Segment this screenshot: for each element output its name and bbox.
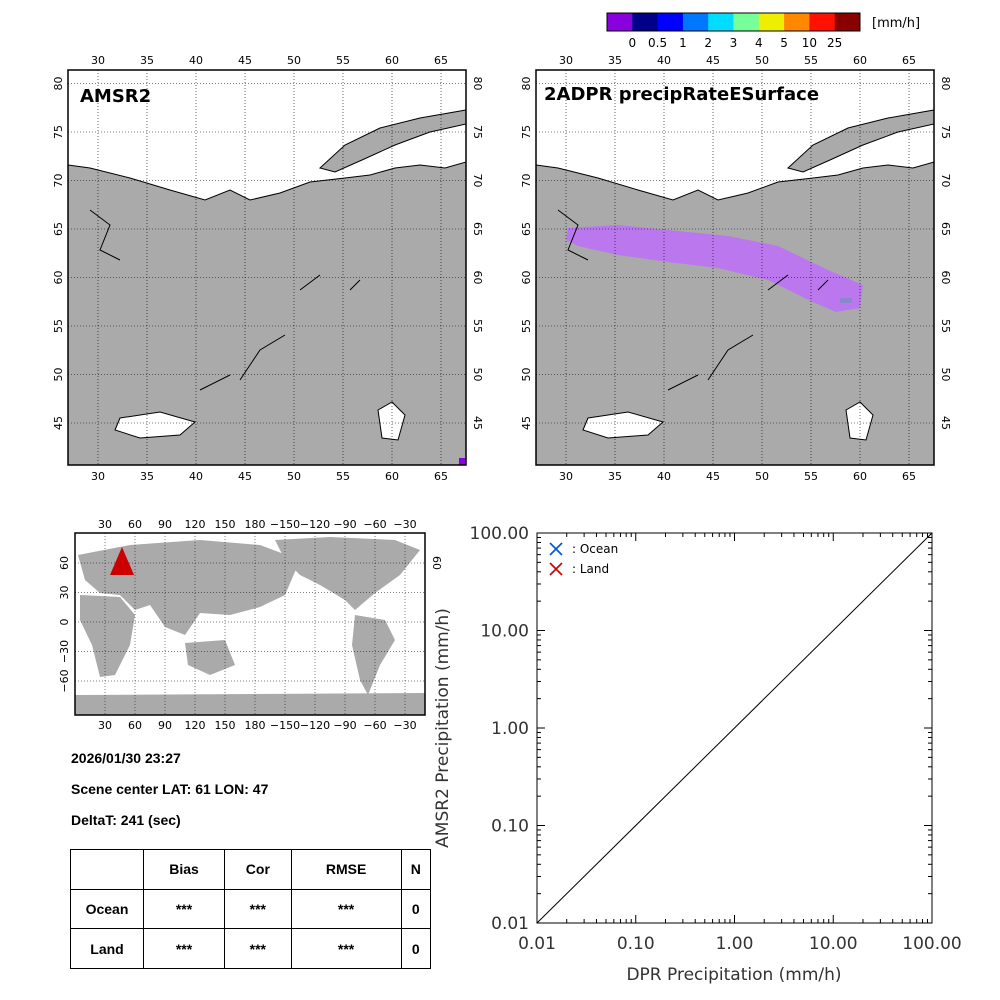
dpr-map [468,50,1000,490]
map-title: 2ADPR precipRateESurface [544,84,820,105]
lat-tick-label-right: 60 [939,270,952,285]
y-axis-ticks [470,524,932,934]
lat-tick-label-left: 30 [58,585,71,600]
lon-tick-label-bottom: 30 [559,470,573,483]
lon-tick-label-top: −120 [299,518,331,531]
lon-tick-label-top: 90 [158,518,172,531]
lat-tick-label-left: 45 [52,416,65,430]
lat-tick-label-right: 75 [471,125,484,139]
antarctica-land [75,693,425,715]
lat-tick-label-left: 65 [52,222,65,236]
x-tick-label: 10.00 [808,934,858,954]
lon-tick-label-bottom: 45 [238,470,252,483]
y-axis-label: AMSR2 Precipitation (mm/h) [433,608,453,848]
x-axis-ticks [518,533,962,954]
header-bias: Bias [144,850,225,890]
lat-tick-label-left: 75 [52,125,65,139]
header-n: N [401,850,431,890]
legend [550,542,618,576]
lat-tick-label-left: 60 [52,270,65,285]
lat-tick-label-left: 65 [520,222,533,236]
row-label: Land [71,929,144,969]
lon-tick-label-top: −150 [269,518,301,531]
lat-tick-label-left: 50 [52,367,65,382]
rmse-value: *** [291,889,401,929]
colorbar-label: 3 [729,36,738,50]
precip-pixel [840,298,852,303]
lat-tick-label-right: 70 [939,173,952,188]
lat-tick-label-left: −30 [58,639,71,664]
lon-tick-label-bottom: 55 [804,470,818,483]
lon-tick-label-bottom: 35 [608,470,622,483]
header-rmse: RMSE [291,850,401,890]
lon-tick-label-top: 150 [214,518,236,531]
lon-tick-label-top: 30 [91,54,105,67]
x-marker-icon [550,563,562,575]
colorbar-label: 0.5 [648,36,668,50]
lon-tick-label-top: 65 [434,54,448,67]
colorbar-swatch [658,13,684,31]
cor-value: *** [225,889,292,929]
lat-tick-label-right: 45 [471,416,484,430]
one-to-one-line [537,533,932,923]
lat-tick-label-left: 80 [520,76,533,91]
colorbar-swatch [632,13,658,31]
lon-tick-label-bottom: 30 [91,470,105,483]
lon-tick-label-bottom: 35 [140,470,154,483]
lon-tick-label-top: 60 [128,518,142,531]
x-tick-label: 1.00 [715,934,754,954]
lon-tick-label-bottom: 60 [853,470,867,483]
lat-tick-label-right: 65 [471,222,484,236]
lat-tick-label-left: 45 [520,416,533,430]
lon-tick-label-top: 50 [287,54,301,67]
lat-tick-label-right: 60 [471,270,484,285]
lon-tick-label-bottom: −90 [333,719,357,732]
colorbar-swatch [708,13,734,31]
x-axis-label: DPR Precipitation (mm/h) [626,965,842,985]
lon-tick-label-top: 60 [853,54,867,67]
lat-tick-label-left: −60 [58,669,71,693]
lat-tick-label-left: 55 [52,319,65,333]
lat-tick-label-right: 70 [471,173,484,188]
lon-tick-label-bottom: −120 [299,719,331,732]
colorbar-swatch [759,13,785,31]
lon-tick-label-top: 35 [140,54,154,67]
lon-tick-label-top: 55 [804,54,818,67]
lat-tick-label-right: 55 [471,319,484,333]
scatter-chart [420,520,980,990]
lat-tick-label-left: 60 [520,270,533,285]
lon-tick-label-bottom: 30 [98,719,112,732]
lat-tick-label-left: 50 [520,367,533,382]
lon-tick-label-bottom: 40 [189,470,203,483]
lat-tick-label-left: 70 [52,173,65,188]
amsr2-map [0,50,500,490]
colorbar-swatch [784,13,810,31]
x-tick-label: 0.01 [518,934,556,954]
colorbar-swatch [683,13,709,31]
y-tick-label: 100.00 [469,524,529,544]
lat-tick-label-right: 60 [430,556,443,570]
y-tick-label: 1.00 [491,719,529,739]
precip-pixel [459,458,466,465]
lon-tick-label-top: 30 [98,518,112,531]
colorbar-swatch [607,13,633,31]
lon-tick-label-top: 65 [902,54,916,67]
colorbar-label: 1 [679,36,687,50]
bias-value: *** [144,889,225,929]
colorbar-label: 10 [801,36,818,50]
lat-tick-label-right: 50 [471,367,484,382]
lon-tick-label-bottom: 120 [184,719,206,732]
world-locator-map [0,515,460,735]
lat-tick-label-left: 60 [58,556,71,570]
y-tick-label: 0.01 [491,914,529,934]
lon-tick-label-top: 55 [336,54,350,67]
colorbar-label: 5 [780,36,788,50]
lon-tick-label-bottom: 65 [902,470,916,483]
scene-center: Scene center LAT: 61 LON: 47 [71,781,269,797]
lat-tick-label-right: 45 [939,416,952,430]
lat-tick-label-right: 80 [471,76,484,91]
lat-tick-label-left: 0 [58,618,71,626]
legend-label: : Land [572,562,610,576]
lat-tick-label-left: 55 [520,319,533,333]
colorbar-labels [628,36,842,50]
lon-tick-label-top: 40 [189,54,203,67]
legend-entry [550,542,618,556]
lon-tick-label-bottom: 45 [706,470,720,483]
table-row [71,889,431,929]
lon-tick-label-bottom: 55 [336,470,350,483]
lon-tick-label-bottom: 150 [214,719,236,732]
colorbar-unit: [mm/h] [872,16,921,31]
colorbar-label: 4 [754,36,763,50]
lon-tick-label-top: 45 [238,54,252,67]
stats-table [70,849,431,969]
lon-tick-label-bottom: 50 [287,470,301,483]
colorbar-swatch [835,13,861,31]
lon-tick-label-top: −60 [363,518,387,531]
lon-tick-label-bottom: 180 [244,719,266,732]
lon-tick-label-bottom: 60 [385,470,399,483]
lon-tick-label-bottom: 40 [657,470,671,483]
lat-tick-label-right: 75 [939,125,952,139]
scene-datetime: 2026/01/30 23:27 [71,750,181,766]
header-cor: Cor [225,850,292,890]
lon-tick-label-top: 40 [657,54,671,67]
x-tick-label: 0.10 [616,934,655,954]
lon-tick-label-top: 30 [559,54,573,67]
y-tick-label: 0.10 [491,816,529,837]
lon-tick-label-top: 45 [706,54,720,67]
lon-tick-label-top: 35 [608,54,622,67]
bias-value: *** [144,929,225,969]
table-row [71,929,431,969]
colorbar-label: 2 [704,36,713,50]
lon-tick-label-bottom: 60 [128,719,142,732]
colorbar-swatch [734,13,760,31]
n-value: 0 [401,889,431,929]
lat-tick-label-right: 65 [939,222,952,236]
row-label: Ocean [71,889,144,929]
lon-tick-label-bottom: −30 [393,719,417,732]
map-title: AMSR2 [80,86,152,107]
y-tick-label: 10.00 [480,621,529,642]
lon-tick-label-bottom: 50 [755,470,769,483]
x-tick-label: 100.00 [902,934,962,954]
lat-tick-label-right: 80 [939,76,952,91]
lon-tick-label-top: 120 [184,518,206,531]
lat-tick-label-left: 80 [52,76,65,91]
lon-tick-label-bottom: 65 [434,470,448,483]
lon-tick-label-bottom: 90 [158,719,172,732]
lat-tick-label-left: 75 [520,125,533,139]
lat-tick-label-left: 70 [520,173,533,188]
legend-entry [550,562,609,576]
lon-tick-label-top: 50 [755,54,769,67]
lon-tick-label-bottom: −150 [269,719,301,732]
lat-tick-label-right: 50 [939,367,952,382]
stats-header-row [71,850,431,890]
header-cell-empty [71,850,144,890]
legend-label: : Ocean [572,542,619,556]
cor-value: *** [225,929,292,969]
x-marker-icon [550,543,562,555]
colorbar-label: 25 [827,36,843,50]
lon-tick-label-top: 60 [385,54,399,67]
n-value: 0 [401,929,431,969]
lon-tick-label-top: −90 [333,518,357,531]
delta-t: DeltaT: 241 (sec) [71,812,181,828]
colorbar-label: 0 [628,36,637,50]
colorbar-swatches [607,13,861,31]
lat-tick-label-right: 55 [939,319,952,333]
rmse-value: *** [291,929,401,969]
lon-tick-label-top: −30 [393,518,417,531]
colorbar-swatch [809,13,835,31]
lon-tick-label-bottom: −60 [363,719,387,732]
lon-tick-label-top: 180 [244,518,266,531]
